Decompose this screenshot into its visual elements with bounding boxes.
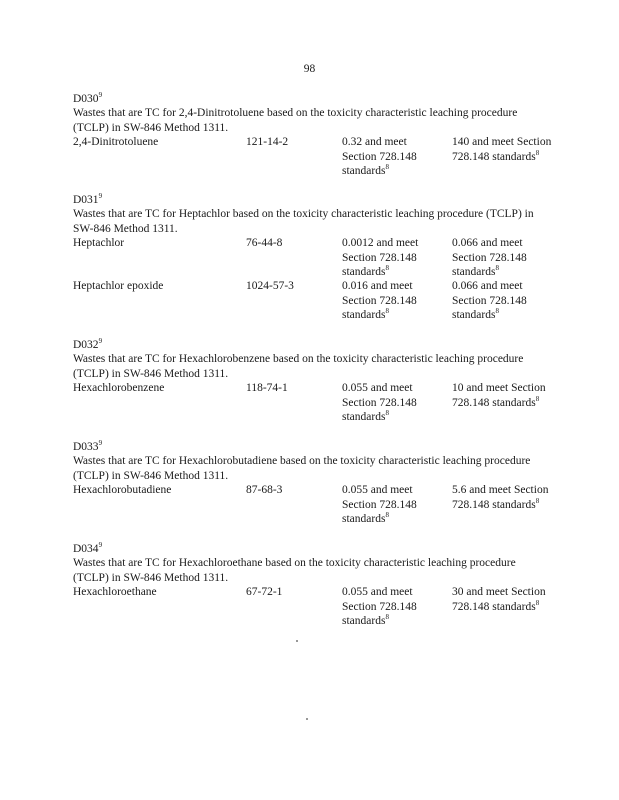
wastewater-standard: 0.016 and meet Section 728.148 standards$^8$ [342, 280, 417, 322]
constituent-name: Hexachlorobutadiene [73, 484, 172, 497]
nonwastewater-standard: 0.066 and meet Section 728.148 standards$^8$ [452, 237, 527, 279]
page-number: 98 [303, 63, 316, 75]
waste-code-section-d030 [73, 92, 553, 178]
cas-number: 118-74-1 [246, 382, 288, 395]
cas-number: 87-68-3 [246, 484, 283, 497]
constituent-row [73, 585, 553, 628]
constituent-name: Heptachlor epoxide [73, 280, 164, 293]
constituent-row [73, 236, 553, 279]
scan-speck [296, 640, 298, 642]
wastewater-standard: 0.055 and meet Section 728.148 standards$^8$ [342, 382, 417, 424]
wastewater-standard: 0.0012 and meet Section 728.148 standards$^8$ [342, 237, 419, 279]
waste-code: $D030^9$ [73, 91, 103, 105]
scan-speck [306, 718, 308, 720]
constituent-row [73, 483, 553, 526]
waste-description: Wastes that are TC for Hexachloroethane based on the toxicity characteristic leaching procedure (TCLP) in SW-846 Method 1311. [73, 557, 516, 584]
wastewater-standard: 0.32 and meet Section 728.148 standards$^8$ [342, 136, 417, 178]
wastewater-standard: 0.055 and meet Section 728.148 standards$^8$ [342, 586, 417, 628]
nonwastewater-standard: 140 and meet Section 728.148 standards$^8$ [452, 136, 552, 163]
waste-description: Wastes that are TC for Heptachlor based on the toxicity characteristic leaching procedure (TCLP) in SW-846 Method 1311. [73, 208, 534, 235]
nonwastewater-standard: 5.6 and meet Section 728.148 standards$^8$ [452, 484, 549, 511]
waste-description: Wastes that are TC for Hexachlorobenzene based on the toxicity characteristic leaching procedure (TCLP) in SW-846 Method 1311. [73, 353, 524, 380]
cas-number: 76-44-8 [246, 237, 283, 250]
constituent-name: 2,4-Dinitrotoluene [73, 136, 159, 149]
constituent-row [73, 381, 553, 424]
cas-number: 67-72-1 [246, 586, 283, 599]
nonwastewater-standard: 0.066 and meet Section 728.148 standards$^8$ [452, 280, 527, 322]
cas-number: 1024-57-3 [246, 280, 294, 293]
waste-code: $D032^9$ [73, 337, 103, 351]
constituent-name: Heptachlor [73, 237, 125, 250]
cas-number: 121-14-2 [246, 136, 289, 149]
nonwastewater-standard: 10 and meet Section 728.148 standards$^8$ [452, 382, 546, 409]
constituent-name: Hexachloroethane [73, 586, 157, 599]
waste-code: $D031^9$ [73, 192, 103, 206]
waste-code: $D033^9$ [73, 439, 103, 453]
waste-description: Wastes that are TC for 2,4-Dinitrotoluene based on the toxicity characteristic leaching procedure (TCLP) in SW-846 Method 1311. [73, 107, 518, 134]
waste-code-section-d034 [73, 542, 553, 628]
nonwastewater-standard: 30 and meet Section 728.148 standards$^8$ [452, 586, 546, 613]
waste-code: $D034^9$ [73, 541, 103, 555]
waste-code-section-d031 [73, 193, 553, 322]
wastewater-standard: 0.055 and meet Section 728.148 standards$^8$ [342, 484, 417, 526]
constituent-name: Hexachlorobenzene [73, 382, 165, 395]
constituent-row [73, 279, 553, 322]
waste-code-section-d033 [73, 440, 553, 526]
waste-code-section-d032 [73, 338, 553, 424]
constituent-row [73, 135, 553, 178]
waste-description: Wastes that are TC for Hexachlorobutadiene based on the toxicity characteristic leaching procedure (TCLP) in SW-846 Method 1311. [73, 455, 531, 482]
